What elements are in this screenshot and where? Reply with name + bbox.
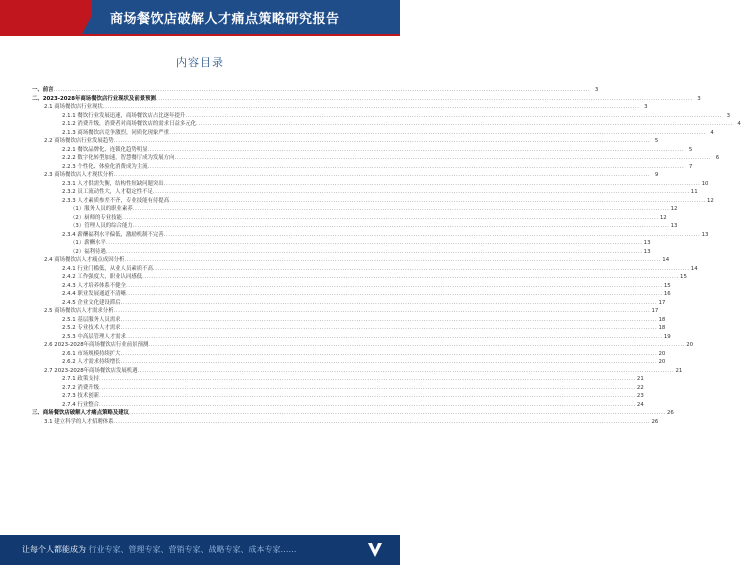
toc-entry-label: 2.4.3 人才培养体系不健全 bbox=[62, 282, 126, 289]
toc-entry-label: 2.7.3 技术创新 bbox=[62, 393, 99, 399]
toc-entry-label: 2.4.4 职业发展通道不清晰 bbox=[62, 291, 126, 297]
toc-entry-page: 13 bbox=[643, 248, 651, 255]
toc-entry-label: 三、商场餐饮店破解人才痛点策略及建议 bbox=[32, 410, 130, 416]
toc-leader-dots bbox=[106, 248, 643, 257]
toc-entry-label: 2.7.1 政策支持 bbox=[62, 376, 99, 382]
toc-entry-label: 2.2 商场餐饮店行业发展趋势 bbox=[44, 138, 114, 144]
toc-entry[interactable] bbox=[32, 265, 698, 274]
toc-entry-page: 3 bbox=[594, 87, 599, 93]
toc-leader-dots bbox=[114, 307, 651, 316]
toc-entry-label: 2.2.3 个性化、体验化消费成为主流 bbox=[62, 163, 148, 170]
toc-entry-page: 17 bbox=[658, 299, 666, 306]
toc-entry-label: 2.2.1 餐饮品牌化、连锁化趋势明显 bbox=[62, 146, 148, 153]
toc-entry-page: 14 bbox=[662, 257, 670, 263]
page-footer bbox=[0, 535, 400, 565]
toc-leader-dots bbox=[114, 171, 651, 180]
toc-leader-dots bbox=[148, 341, 685, 350]
toc-leader-dots bbox=[169, 129, 706, 138]
toc-leader-dots bbox=[133, 222, 670, 231]
toc-leader-dots bbox=[121, 316, 658, 325]
toc-leader-dots bbox=[99, 401, 636, 410]
toc-leader-dots bbox=[156, 95, 693, 104]
toc-entry[interactable] bbox=[32, 188, 698, 197]
toc-entry-label: 2.7.4 行业整合 bbox=[62, 401, 99, 408]
toc-entry-page: 18 bbox=[658, 325, 666, 331]
toc-entry[interactable] bbox=[32, 197, 714, 206]
toc-entry-page: 20 bbox=[686, 342, 694, 348]
toc-leader-dots bbox=[148, 163, 685, 172]
toc-entry-page: 12 bbox=[659, 214, 667, 221]
toc-leader-dots bbox=[169, 197, 706, 206]
toc-leader-dots bbox=[126, 290, 663, 299]
toc-entry[interactable] bbox=[32, 273, 687, 282]
toc-entry-label: 2.7.2 消费升级 bbox=[62, 384, 99, 391]
toc-entry-label: 2.3 商场餐饮店人才现状分析 bbox=[44, 172, 114, 178]
toc-entry-page: 20 bbox=[658, 350, 666, 357]
toc-entry[interactable] bbox=[32, 222, 678, 231]
header-rule bbox=[0, 34, 400, 36]
toc-entry-label: 2.6.2 人才需求持续增长 bbox=[62, 359, 121, 365]
toc-entry[interactable] bbox=[32, 205, 678, 214]
toc-heading: 内容目录 bbox=[176, 56, 224, 69]
toc-entry-page: 4 bbox=[710, 129, 714, 136]
toc-entry-label: 2.5.1 基层服务人员需求 bbox=[62, 316, 121, 323]
toc-entry-page: 9 bbox=[654, 172, 659, 178]
toc-leader-dots bbox=[99, 375, 636, 384]
toc-entry-label: 2.3.1 人才供需失衡，结构性短缺问题突出 bbox=[62, 180, 164, 187]
toc-leader-dots bbox=[174, 154, 711, 163]
toc-entry[interactable] bbox=[32, 248, 651, 257]
toc-entry-label: 2.1 商场餐饮店行业现状 bbox=[44, 104, 103, 110]
toc-entry[interactable] bbox=[32, 146, 693, 155]
toc-leader-dots bbox=[114, 418, 651, 427]
toc-entry-label: 2.1.2 消费升级，消费者对商场餐饮店的需求日益多元化 bbox=[62, 121, 197, 127]
toc-entry-page: 12 bbox=[670, 206, 678, 212]
toc-entry-label: 2.2.2 数字化转型加速，智慧餐厅成为发展方向 bbox=[62, 155, 175, 161]
toc-entry-page: 18 bbox=[658, 316, 666, 323]
toc-entry[interactable] bbox=[32, 392, 644, 401]
toc-entry-label: 2.6.1 市场规模持续扩大 bbox=[62, 350, 121, 357]
toc-leader-dots bbox=[121, 358, 658, 367]
toc-entry-label: 2.4.5 企业文化建设滞后 bbox=[62, 299, 121, 306]
toc-entry-page: 13 bbox=[701, 231, 709, 238]
toc-entry-page: 13 bbox=[643, 240, 651, 246]
toc-entry[interactable] bbox=[32, 171, 659, 180]
toc-entry[interactable] bbox=[32, 282, 671, 291]
toc-leader-dots bbox=[129, 409, 666, 418]
toc-entry-page: 21 bbox=[636, 376, 644, 382]
toc-entry-page: 26 bbox=[651, 418, 659, 425]
toc-entry[interactable] bbox=[32, 333, 671, 342]
toc-entry-page: 22 bbox=[636, 384, 644, 391]
toc-entry-page: 5 bbox=[688, 146, 693, 153]
toc-entry-page: 4 bbox=[737, 121, 741, 127]
toc-entry-page: 10 bbox=[701, 180, 709, 187]
toc-leader-dots bbox=[121, 299, 658, 308]
toc-leader-dots bbox=[106, 239, 643, 248]
toc-entry-page: 14 bbox=[690, 265, 698, 272]
toc-entry-label: （1）薪酬水平 bbox=[70, 240, 106, 246]
toc-entry-label: 2.5 商场餐饮店人才需求分析 bbox=[44, 308, 114, 314]
page-header bbox=[0, 0, 400, 42]
report-title: 商场餐饮店破解人才痛点策略研究报告 bbox=[110, 12, 340, 27]
toc-entry[interactable] bbox=[32, 154, 720, 163]
toc-entry-page: 12 bbox=[706, 197, 714, 204]
toc-leader-dots bbox=[153, 188, 690, 197]
toc-entry-label: 2.5.3 中高层管理人才需求 bbox=[62, 333, 126, 340]
toc-entry-label: （2）厨师的专业技能 bbox=[70, 214, 122, 221]
toc-leader-dots bbox=[126, 282, 663, 291]
toc-entry[interactable] bbox=[32, 163, 693, 172]
toc-entry[interactable] bbox=[32, 341, 694, 350]
toc-entry[interactable] bbox=[32, 120, 741, 129]
toc-entry-page: 11 bbox=[690, 189, 698, 195]
toc-leader-dots bbox=[103, 103, 640, 112]
toc-entry-label: 2.3.3 人才素质参差不齐，专业技能有待提高 bbox=[62, 197, 170, 204]
toc-leader-dots bbox=[99, 392, 636, 401]
toc-entry-page: 21 bbox=[675, 367, 683, 374]
footer-roles: 行业专家、管理专家、营销专家、战略专家、成本专家…… bbox=[88, 545, 297, 554]
toc-entry-label: （1）服务人员的职业素养 bbox=[70, 206, 133, 212]
toc-entry-page: 15 bbox=[663, 282, 671, 289]
toc-entry-page: 3 bbox=[644, 104, 648, 110]
toc-entry[interactable] bbox=[32, 401, 644, 410]
toc-entry-page: 17 bbox=[651, 308, 659, 314]
toc-entry-label: 一、前言 bbox=[32, 87, 54, 93]
toc-leader-dots bbox=[185, 112, 722, 121]
toc-entry-page: 19 bbox=[663, 333, 671, 340]
toc-leader-dots bbox=[121, 324, 658, 333]
toc-entry-label: 2.1.1 餐饮行业发展迅速，商场餐饮店占比逐年提升 bbox=[62, 112, 186, 119]
toc-entry-page: 3 bbox=[697, 95, 701, 102]
table-of-contents bbox=[32, 86, 741, 426]
toc-entry-page: 13 bbox=[670, 223, 678, 229]
toc-entry[interactable] bbox=[32, 290, 671, 299]
toc-entry[interactable] bbox=[32, 350, 666, 359]
toc-entry-page: 3 bbox=[726, 112, 730, 119]
toc-leader-dots bbox=[138, 367, 675, 376]
toc-entry[interactable] bbox=[32, 239, 651, 248]
toc-leader-dots bbox=[121, 350, 658, 359]
toc-entry[interactable] bbox=[32, 409, 674, 418]
toc-entry[interactable] bbox=[32, 316, 666, 325]
toc-entry-page: 26 bbox=[666, 410, 674, 416]
toc-entry[interactable] bbox=[32, 324, 666, 333]
toc-entry-label: 2.7 2023-2028年商场餐饮店发展机遇 bbox=[44, 367, 138, 374]
toc-entry-label: 2.1.3 商场餐饮店竞争激烈，同质化现象严重 bbox=[62, 129, 170, 136]
toc-entry[interactable] bbox=[32, 256, 670, 265]
toc-leader-dots bbox=[122, 214, 659, 223]
toc-entry-label: （3）管理人员的综合能力 bbox=[70, 223, 133, 229]
toc-entry-label: 3.1 建立科学的人才招聘体系 bbox=[44, 418, 114, 425]
toc-entry-label: 2.4 商场餐饮店人才痛点成因分析 bbox=[44, 257, 125, 263]
toc-entry-page: 16 bbox=[663, 291, 671, 297]
toc-entry-label: 2.3.4 薪酬福利水平偏低，激励机制不完善 bbox=[62, 231, 164, 238]
toc-leader-dots bbox=[142, 273, 679, 282]
toc-leader-dots bbox=[153, 265, 690, 274]
toc-leader-dots bbox=[133, 205, 670, 214]
toc-entry-label: （2）福利待遇 bbox=[70, 248, 106, 255]
toc-entry[interactable] bbox=[32, 112, 730, 121]
footer-brand: 让每个人都能成为 bbox=[22, 545, 86, 554]
toc-leader-dots bbox=[148, 146, 685, 155]
toc-leader-dots bbox=[114, 137, 651, 146]
toc-entry-page: 15 bbox=[680, 274, 687, 280]
toc-leader-dots bbox=[164, 231, 701, 240]
toc-entry[interactable] bbox=[32, 129, 714, 138]
toc-entry[interactable] bbox=[32, 367, 683, 376]
toc-leader-dots bbox=[54, 86, 591, 95]
toc-entry[interactable] bbox=[32, 307, 659, 316]
toc-entry-page: 24 bbox=[636, 401, 644, 408]
toc-entry[interactable] bbox=[32, 214, 667, 223]
toc-entry[interactable] bbox=[32, 180, 709, 189]
toc-entry-page: 23 bbox=[636, 393, 644, 399]
toc-leader-dots bbox=[164, 180, 701, 189]
toc-leader-dots bbox=[126, 333, 663, 342]
footer-slogan bbox=[22, 544, 297, 555]
toc-entry-page: 6 bbox=[715, 155, 720, 161]
toc-entry[interactable] bbox=[32, 384, 644, 393]
toc-leader-dots bbox=[99, 384, 636, 393]
toc-entry[interactable] bbox=[32, 103, 648, 112]
toc-leader-dots bbox=[124, 256, 661, 265]
toc-entry[interactable] bbox=[32, 418, 659, 427]
toc-entry-page: 5 bbox=[654, 138, 659, 144]
toc-entry[interactable] bbox=[32, 137, 659, 146]
toc-entry[interactable] bbox=[32, 231, 709, 240]
toc-entry-label: 2.3.2 员工流动性大，人才稳定性不足 bbox=[62, 189, 153, 195]
toc-entry-label: 2.4.1 行业门槛低，从业人员素质不高 bbox=[62, 265, 153, 272]
logo-icon bbox=[364, 539, 386, 561]
toc-entry[interactable] bbox=[32, 86, 599, 95]
toc-entry-label: 2.6 2023-2028年商场餐饮店行业前景预测 bbox=[44, 342, 149, 348]
toc-entry[interactable] bbox=[32, 299, 666, 308]
toc-leader-dots bbox=[196, 120, 733, 129]
toc-entry-label: 二、2023-2028年商场餐饮店行业现状及前景预测 bbox=[32, 95, 156, 102]
toc-entry-label: 2.5.2 专业技术人才需求 bbox=[62, 325, 121, 331]
toc-entry[interactable] bbox=[32, 95, 701, 104]
toc-entry[interactable] bbox=[32, 375, 644, 384]
toc-entry[interactable] bbox=[32, 358, 666, 367]
toc-entry-page: 20 bbox=[658, 359, 666, 365]
toc-entry-page: 7 bbox=[688, 163, 693, 170]
toc-entry-label: 2.4.2 工作强度大，职业认同感低 bbox=[62, 274, 143, 280]
